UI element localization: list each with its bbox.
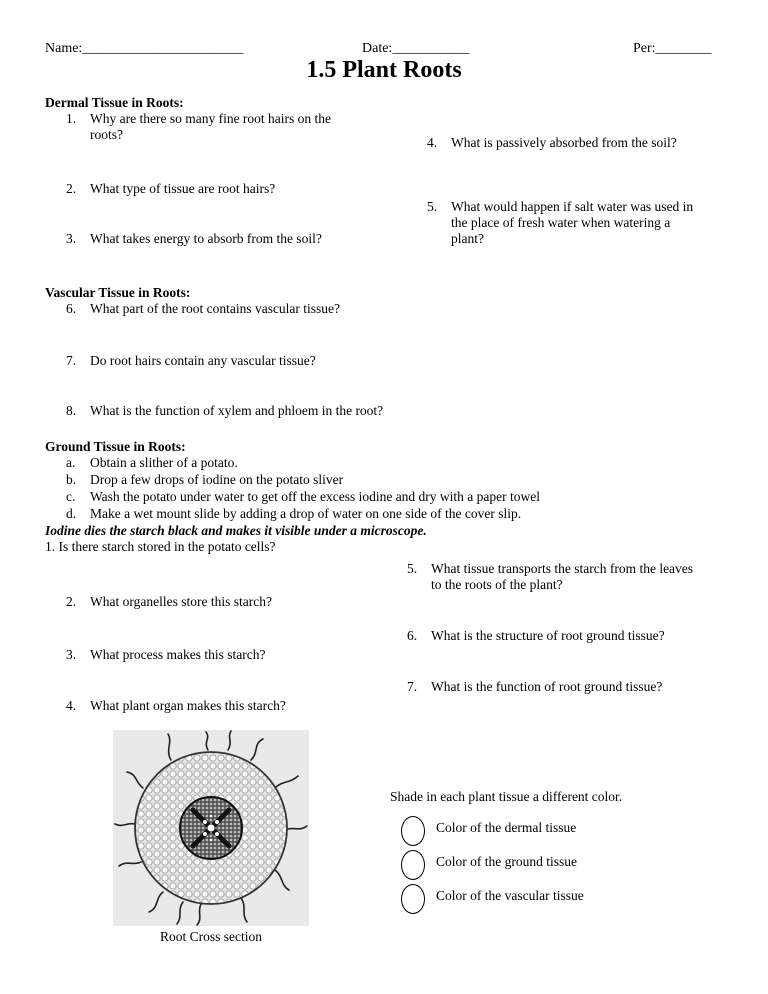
step-text: Obtain a slither of a potato. <box>90 455 238 470</box>
vascular-q6 <box>66 301 340 317</box>
q-number: 2. <box>66 181 77 196</box>
vascular-q8 <box>66 403 383 419</box>
step-text: Make a wet mount slide by adding a drop of water on one side of the cover slip. <box>90 506 522 521</box>
dermal-q5-cont1: the place of fresh water when watering a <box>451 215 671 230</box>
ground-step-d <box>66 506 521 522</box>
q-text: Why are there so many fine root hairs on the <box>90 111 332 126</box>
ground-step-a <box>66 455 238 471</box>
dermal-q5-cont2: plant? <box>451 231 484 246</box>
ground-step-c <box>66 489 540 505</box>
ground-color-circle[interactable] <box>401 850 425 880</box>
vascular-color-circle[interactable] <box>401 884 425 914</box>
q-number: 6. <box>66 301 77 316</box>
q-text: What tissue transports the starch from the leaves <box>431 561 694 576</box>
q-number: 1. <box>66 111 77 126</box>
q-number: 4. <box>427 135 438 150</box>
ground-q1: 1. Is there starch stored in the potato cells? <box>45 539 276 554</box>
q-number: 6. <box>407 628 418 643</box>
q-text: What type of tissue are root hairs? <box>90 181 276 196</box>
step-letter: b. <box>66 472 77 487</box>
step-letter: a. <box>66 455 76 470</box>
dermal-q5 <box>427 199 693 215</box>
name-field[interactable]: Name:_______________________ <box>45 41 244 56</box>
q-text: What is passively absorbed from the soil? <box>451 135 677 150</box>
vascular-q7 <box>66 353 316 369</box>
q-text: What takes energy to absorb from the soil? <box>90 231 322 246</box>
dermal-q1-cont: roots? <box>90 127 123 142</box>
ground-step-b <box>66 472 343 488</box>
q-number: 2. <box>66 594 77 609</box>
ground-q6 <box>407 628 665 644</box>
iodine-note: Iodine dies the starch black and makes it visible under a microscope. <box>45 523 427 538</box>
root-cross-section-figure <box>113 730 309 926</box>
step-letter: d. <box>66 506 77 521</box>
ground-color-label: Color of the ground tissue <box>436 854 577 869</box>
ground-q2 <box>66 594 272 610</box>
vascular-heading: Vascular Tissue in Roots: <box>45 285 191 300</box>
period-field[interactable]: Per:________ <box>633 41 712 56</box>
step-text: Wash the potato under water to get off the excess iodine and dry with a paper towel <box>90 489 541 504</box>
q-text: What is the function of xylem and phloem in the root? <box>90 403 384 418</box>
ground-heading: Ground Tissue in Roots: <box>45 439 186 454</box>
ground-q3 <box>66 647 265 663</box>
q-number: 5. <box>407 561 418 576</box>
q-text: Do root hairs contain any vascular tissue? <box>90 353 316 368</box>
q-number: 8. <box>66 403 77 418</box>
q-text: What is the structure of root ground tissue? <box>431 628 665 643</box>
q-text: What process makes this starch? <box>90 647 266 662</box>
figure-caption: Root Cross section <box>159 929 262 944</box>
q-number: 5. <box>427 199 438 214</box>
step-letter: c. <box>66 489 76 504</box>
q-text: What is the function of root ground tissue? <box>431 679 663 694</box>
q-number: 4. <box>66 698 77 713</box>
ground-q4 <box>66 698 286 714</box>
dermal-q2 <box>66 181 275 197</box>
q-number: 3. <box>66 231 77 246</box>
date-field[interactable]: Date:___________ <box>362 41 470 56</box>
q-text: What plant organ makes this starch? <box>90 698 286 713</box>
q-number: 7. <box>407 679 418 694</box>
q-text: What organelles store this starch? <box>90 594 272 609</box>
q-number: 3. <box>66 647 77 662</box>
page-title: 1.5 Plant Roots <box>306 57 462 83</box>
dermal-heading: Dermal Tissue in Roots: <box>45 95 184 110</box>
vascular-color-label: Color of the vascular tissue <box>436 888 584 903</box>
q-text: What part of the root contains vascular tissue? <box>90 301 341 316</box>
dermal-color-circle[interactable] <box>401 816 425 846</box>
ground-q5-cont: to the roots of the plant? <box>431 577 563 592</box>
ground-q5 <box>407 561 693 577</box>
step-text: Drop a few drops of iodine on the potato sliver <box>90 472 344 487</box>
shading-instruction: Shade in each plant tissue a different color. <box>390 789 623 804</box>
dermal-q1 <box>66 111 331 127</box>
dermal-q4 <box>427 135 677 151</box>
dermal-color-label: Color of the dermal tissue <box>436 820 577 835</box>
q-text: What would happen if salt water was used in <box>451 199 694 214</box>
dermal-q3 <box>66 231 322 247</box>
q-number: 7. <box>66 353 77 368</box>
ground-q7 <box>407 679 662 695</box>
